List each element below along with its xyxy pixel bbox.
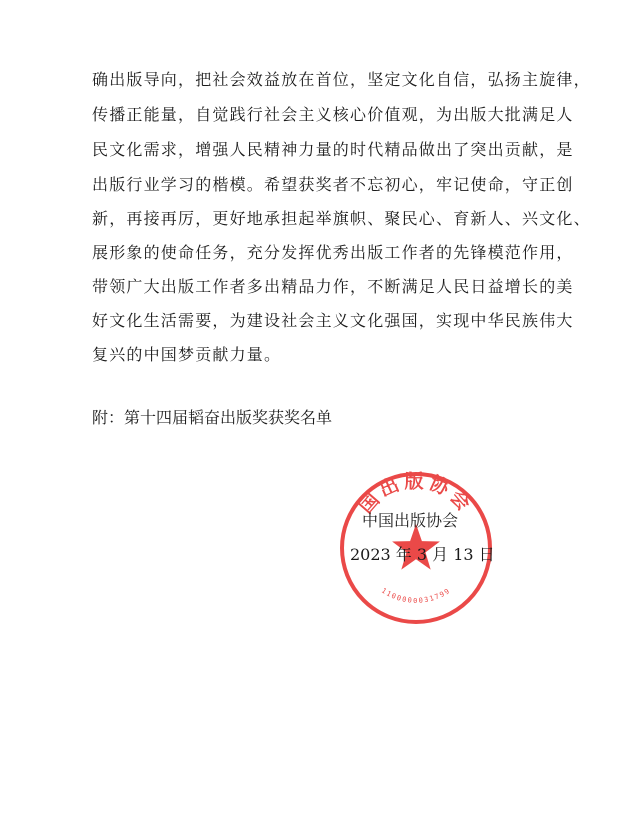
body-line-last: 复兴的中国梦贡献力量。 bbox=[92, 345, 282, 364]
body-line: 确出版导向，把社会效益放在首位，坚定文化自信，弘扬主旋律， bbox=[92, 70, 591, 89]
attachment-note: 附：第十四届韬奋出版奖获奖名单 bbox=[92, 408, 333, 427]
body-line: 民文化需求，增强人民精神力量的时代精品做出了突出贡献，是 bbox=[92, 140, 574, 159]
body-line: 出版行业学习的楷模。希望获奖者不忘初心，牢记使命，守正创 bbox=[92, 175, 574, 194]
signature-date: 2023 年 3 月 13 日 bbox=[350, 545, 495, 564]
signature-org: 中国出版协会 bbox=[362, 511, 459, 530]
seal-top-text: 国出版协会 bbox=[354, 470, 478, 518]
body-line: 传播正能量，自觉践行社会主义核心价值观，为出版大批满足人 bbox=[92, 105, 574, 124]
body-line: 好文化生活需要，为建设社会主义文化强国，实现中华民族伟大 bbox=[92, 311, 574, 330]
body-line: 带领广大出版工作者多出精品力作，不断满足人民日益增长的美 bbox=[92, 277, 574, 296]
seal-serial: 1100000031799 bbox=[379, 586, 453, 605]
body-line: 展形象的使命任务，充分发挥优秀出版工作者的先锋模范作用， bbox=[92, 243, 574, 262]
body-line: 新，再接再厉，更好地承担起举旗帜、聚民心、育新人、兴文化、 bbox=[92, 209, 591, 228]
